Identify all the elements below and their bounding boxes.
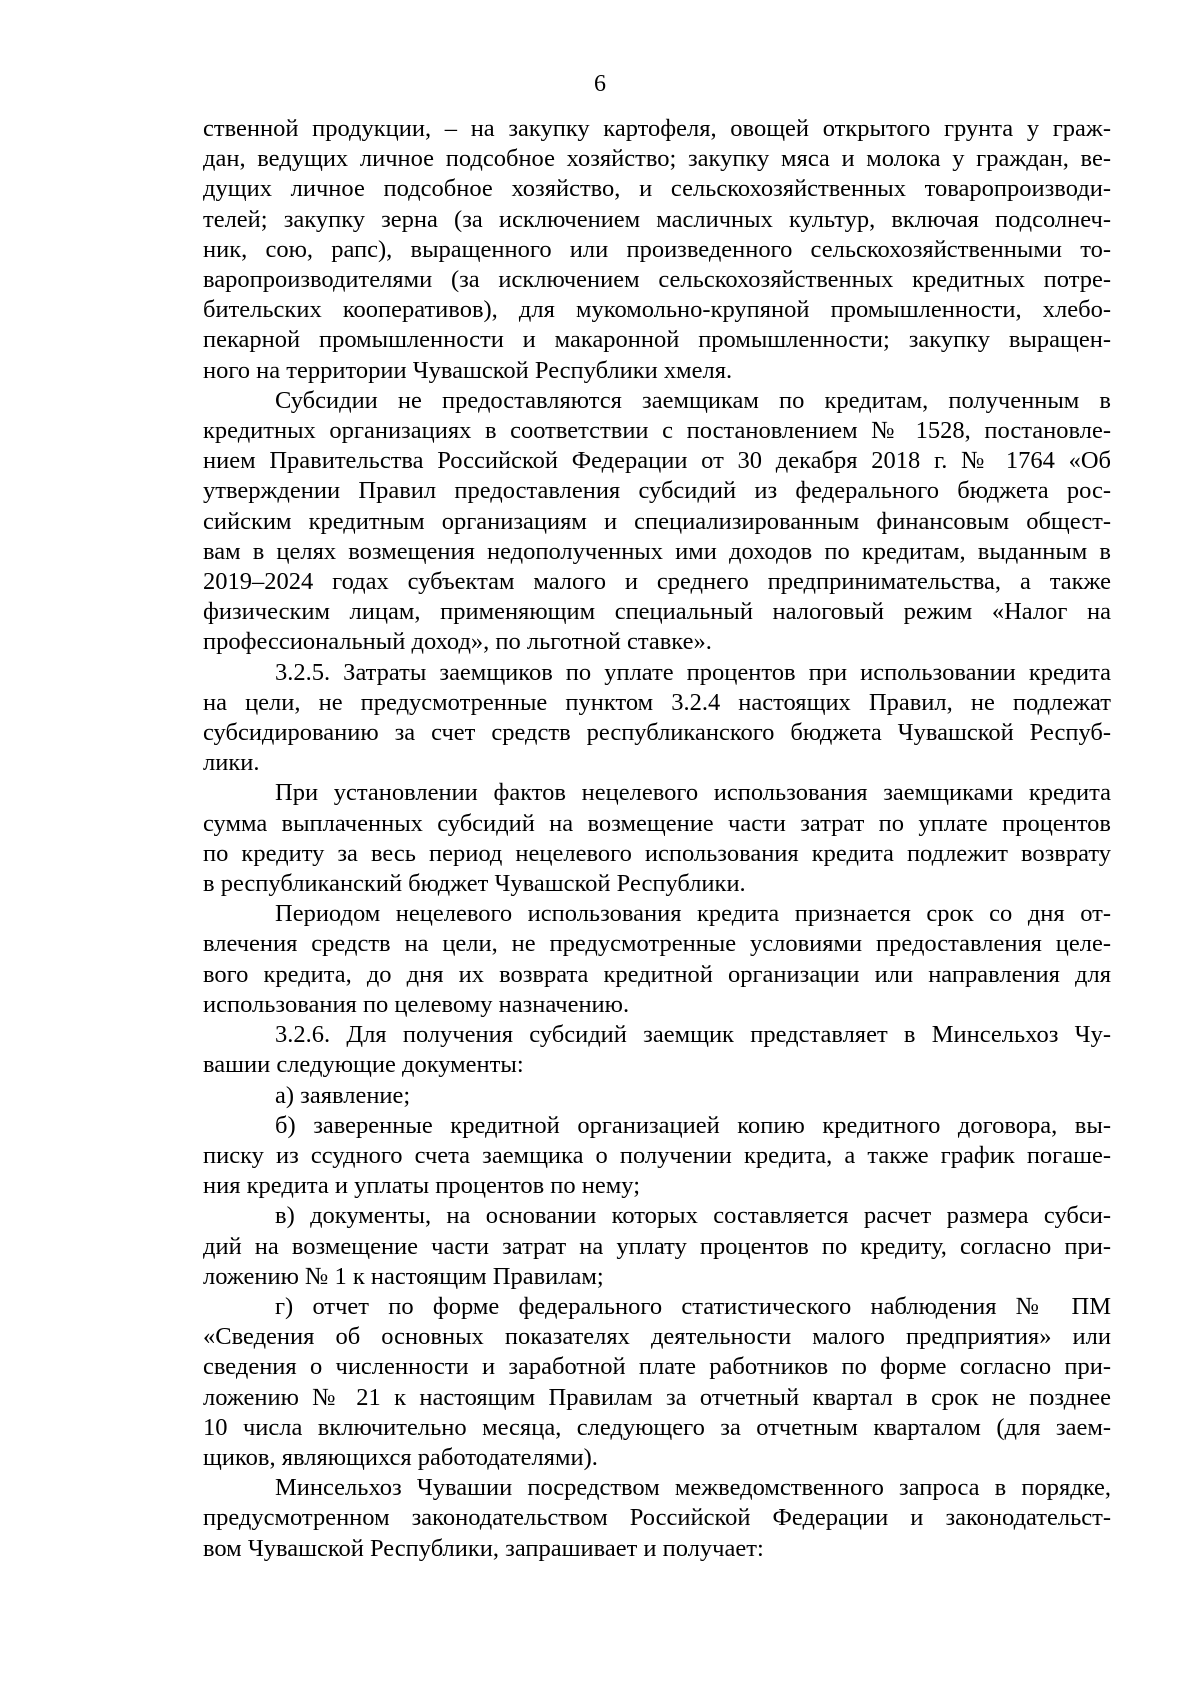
text-line: 2019–2024 годах субъектам малого и среднего предпринимательства, а также (203, 568, 1111, 596)
text-line: писку из ссудного счета заемщика о получении кредита, а также график погаше- (203, 1141, 1111, 1169)
text-line: сумма выплаченных субсидий на возмещение части затрат по уплате процентов (203, 809, 1111, 837)
text-line: физическим лицам, применяющим специальный налоговый режим «Налог на (203, 598, 1111, 626)
text-line: субсидированию за счет средств республиканского бюджета Чувашской Респуб- (203, 719, 1111, 747)
text-line: бительских кооперативов), для мукомольно-крупяной промышленности, хлебо- (203, 296, 1111, 324)
text-line: Периодом нецелевого использования кредита признается срок со дня от- (275, 900, 1111, 928)
text-line: «Сведения об основных показателях деятельности малого предприятия» или (203, 1323, 1111, 1351)
text-line: щиков, являющихся работодателями). (203, 1443, 598, 1471)
text-line: на цели, не предусмотренные пунктом 3.2.4 настоящих Правил, не подлежат (203, 688, 1111, 716)
text-line: а) заявление; (275, 1081, 411, 1109)
text-line: 10 числа включительно месяца, следующего за отчетным кварталом (для заем- (203, 1413, 1111, 1441)
text-line: дан, ведущих личное подсобное хозяйство; закупку мяса и молока у граждан, ве- (203, 145, 1111, 173)
paragraph (203, 114, 1111, 386)
text-line: ного на территории Чувашской Республики хмеля. (203, 356, 733, 384)
text-line: телей; закупку зерна (за исключением масличных культур, включая подсолнеч- (203, 205, 1111, 233)
text-line: ложению № 21 к настоящим Правилам за отчетный квартал в срок не позднее (203, 1383, 1111, 1411)
text-line: нием Правительства Российской Федерации от 30 декабря 2018 г. № 1764 «Об (203, 447, 1111, 475)
text-line: предусмотренном законодательством Российской Федерации и законодательст- (203, 1504, 1111, 1532)
text-line: 3.2.6. Для получения субсидий заемщик представляет в Минсельхоз Чу- (275, 1021, 1111, 1049)
text-line: влечения средств на цели, не предусмотренные условиями предоставления целе- (203, 930, 1111, 958)
text-line: в) документы, на основании которых составляется расчет размера субси- (275, 1202, 1111, 1230)
text-line: ния кредита и уплаты процентов по нему; (203, 1172, 641, 1200)
text-line: по кредиту за весь период нецелевого использования кредита подлежит возврату (203, 839, 1111, 867)
text-line: б) заверенные кредитной организацией копию кредитного договора, вы- (275, 1111, 1111, 1139)
text-line: вого кредита, до дня их возврата кредитной организации или направления для (203, 960, 1111, 988)
text-line: ник, сою, рапс), выращенного или произведенного сельскохозяйственными то- (203, 235, 1111, 263)
paragraph (203, 1201, 1111, 1292)
text-line: г) отчет по форме федерального статистического наблюдения № ПМ (275, 1292, 1111, 1320)
text-line: Субсидии не предоставляются заемщикам по кредитам, полученным в (275, 386, 1111, 414)
text-line: в республиканский бюджет Чувашской Республики. (203, 870, 746, 898)
text-line: вашии следующие документы: (203, 1051, 524, 1079)
text-line: варопроизводителями (за исключением сельскохозяйственных кредитных потре- (203, 266, 1111, 294)
text-line: утверждении Правил предоставления субсидий из федерального бюджета рос- (203, 477, 1111, 505)
text-line: Минсельхоз Чувашии посредством межведомственного запроса в порядке, (275, 1474, 1111, 1502)
text-line: вам в целях возмещения недополученных ими доходов по кредитам, выданным в (203, 537, 1111, 565)
paragraph (203, 778, 1111, 899)
paragraph (203, 386, 1111, 658)
document-body (203, 114, 1111, 1564)
text-line: вом Чувашской Республики, запрашивает и получает: (203, 1534, 764, 1562)
text-line: кредитных организациях в соответствии с постановлением № 1528, постановле- (203, 417, 1111, 445)
text-line: использования по целевому назначению. (203, 990, 630, 1018)
paragraph (203, 1473, 1111, 1564)
paragraph (203, 1020, 1111, 1080)
paragraph (203, 1111, 1111, 1202)
paragraph (203, 1292, 1111, 1473)
page-number: 6 (594, 71, 606, 97)
text-line: сийским кредитным организациям и специализированным финансовым общест- (203, 507, 1111, 535)
text-line: При установлении фактов нецелевого использования заемщиками кредита (275, 779, 1111, 807)
text-line: ложению № 1 к настоящим Правилам; (203, 1262, 604, 1290)
text-line: дий на возмещение части затрат на уплату процентов по кредиту, согласно при- (203, 1232, 1111, 1260)
paragraph (203, 899, 1111, 1020)
text-line: профессиональный доход», по льготной ставке». (203, 628, 712, 656)
paragraph (203, 658, 1111, 779)
text-line: ственной продукции, – на закупку картофеля, овощей открытого грунта у граж- (203, 115, 1111, 142)
text-line: сведения о численности и заработной плате работников по форме согласно при- (203, 1353, 1111, 1381)
text-line: лики. (203, 749, 260, 777)
text-line: 3.2.5. Затраты заемщиков по уплате процентов при использовании кредита (275, 658, 1111, 686)
text-line: дущих личное подсобное хозяйство, и сельскохозяйственных товаропроизводи- (203, 175, 1111, 203)
paragraph (203, 1081, 1111, 1111)
text-line: пекарной промышленности и макаронной промышленности; закупку выращен- (203, 326, 1111, 354)
